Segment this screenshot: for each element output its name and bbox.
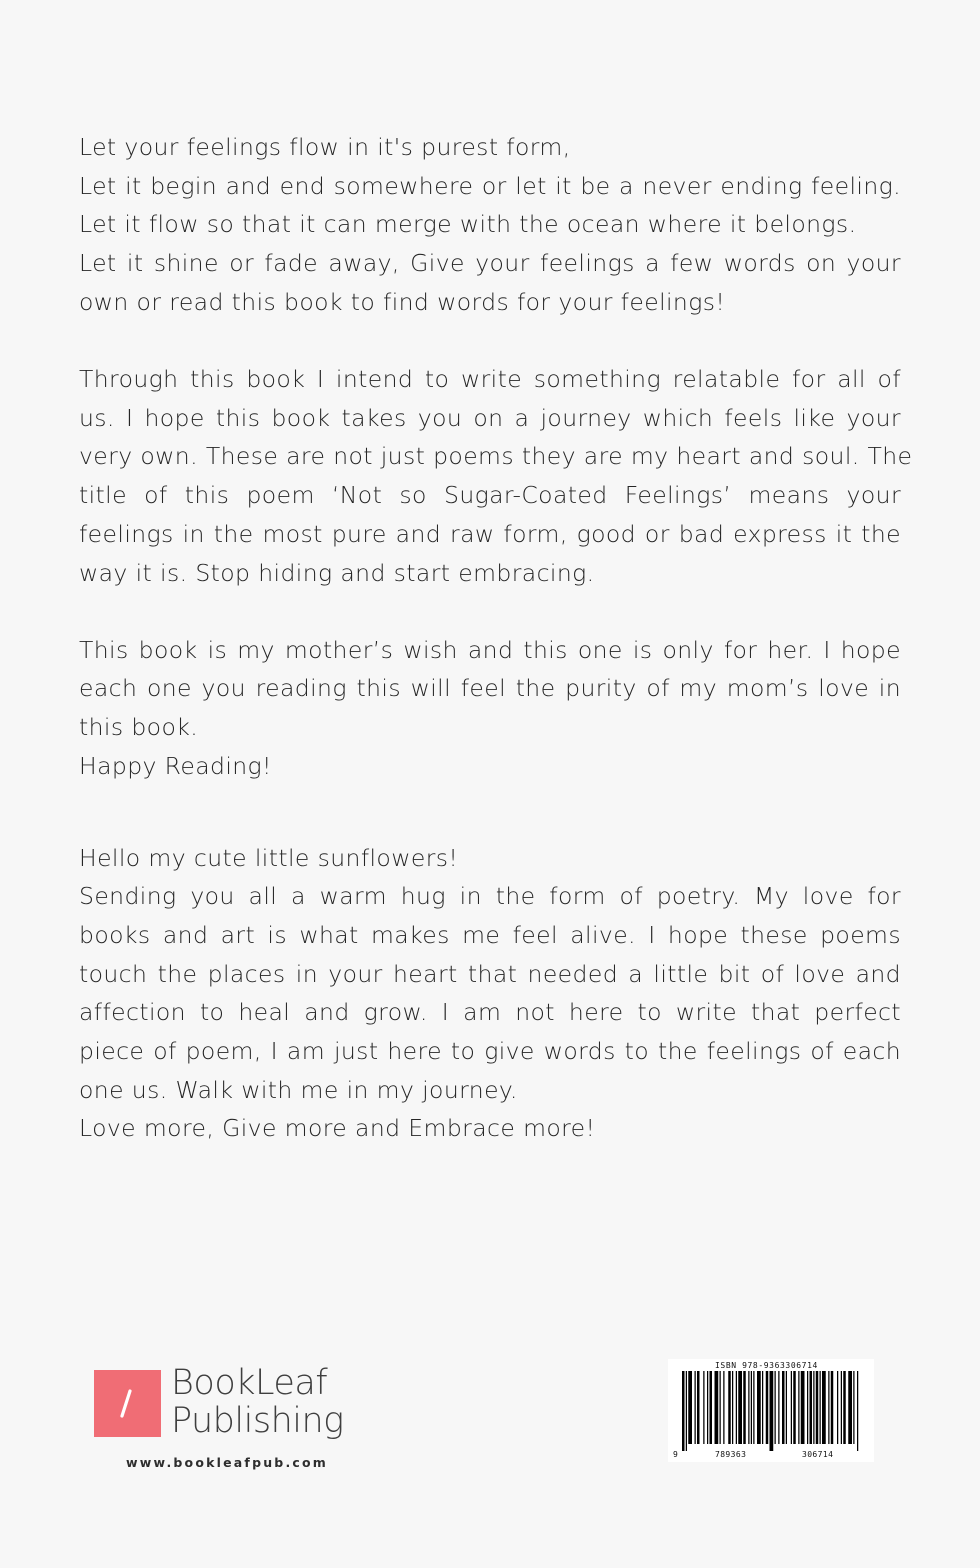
barcode-bar — [697, 1371, 700, 1444]
text-line: Sending you all a warm hug in the form of poetry. My love for — [79, 882, 901, 911]
barcode-bar — [757, 1371, 761, 1444]
barcode-bar — [728, 1371, 731, 1444]
text-line: Happy Reading! — [79, 751, 272, 780]
text-line: affection to heal and grow. I am not here to write that perfect — [79, 998, 901, 1027]
barcode-bar — [686, 1371, 687, 1451]
text-line: feelings in the most pure and raw form, good or bad express it the — [79, 519, 901, 548]
barcode-bar — [748, 1371, 749, 1444]
barcode-bar — [791, 1371, 792, 1444]
barcode-digit-group1: 789363 — [715, 1450, 747, 1459]
barcode-bar — [822, 1371, 826, 1444]
publisher-website: www.bookleafpub.com — [126, 1455, 329, 1470]
barcode-bar — [695, 1371, 696, 1444]
paragraph-intro — [79, 128, 901, 322]
publisher-name-line2: Publishing — [171, 1401, 344, 1441]
barcode-bar — [848, 1371, 852, 1444]
text-line: this book. — [79, 713, 199, 742]
barcode-bar — [710, 1371, 713, 1444]
text-line: Let your feelings flow in it's purest form, — [79, 133, 571, 161]
barcode-bar — [762, 1371, 763, 1444]
text-line: one us. Walk with me in my journey. — [79, 1075, 518, 1104]
barcode-bar — [753, 1371, 754, 1444]
barcode-bar — [707, 1371, 708, 1444]
text-line: Let it begin and end somewhere or let it be a never ending feeling. — [79, 171, 901, 200]
text-line: This book is my mother’s wish and this one is only for her. I hope — [79, 635, 901, 664]
barcode-bar — [810, 1371, 813, 1444]
barcode-bar — [723, 1371, 724, 1444]
text-line: Hello my cute little sunflowers! — [79, 843, 459, 872]
barcode-bar — [720, 1371, 721, 1444]
barcode-bars — [682, 1371, 862, 1451]
barcode-bar — [743, 1371, 746, 1444]
barcode-bar — [738, 1371, 742, 1444]
barcode-bar — [831, 1371, 834, 1444]
text-line: own or read this book to find words for your feelings! — [79, 287, 726, 316]
paragraph-intent — [79, 360, 913, 592]
barcode-bar — [793, 1371, 796, 1444]
barcode-bar — [782, 1371, 785, 1444]
barcode-bar — [778, 1371, 779, 1444]
barcode-digit-group2: 306714 — [802, 1450, 834, 1459]
barcode-bar — [703, 1371, 704, 1444]
text-line: very own. These are not just poems they are my heart and soul. The — [79, 442, 913, 471]
barcode-bar — [770, 1371, 774, 1451]
isbn-barcode — [668, 1359, 874, 1462]
text-line: title of this poem ‘Not so Sugar-Coated Feelings’ means your — [79, 481, 901, 510]
barcode-bar — [853, 1371, 854, 1444]
barcode-bar — [688, 1371, 692, 1444]
barcode-bar — [801, 1371, 805, 1444]
text-line: Love more, Give more and Embrace more! — [79, 1114, 596, 1143]
barcode-bar — [857, 1371, 858, 1451]
barcode-bar — [843, 1371, 846, 1444]
publisher-name — [171, 1364, 344, 1440]
slash-mark-icon — [94, 1370, 161, 1437]
text-line: Through this book I intend to write something relatable for all of — [79, 365, 901, 394]
barcode-bar — [820, 1371, 821, 1444]
isbn-label: ISBN 978-9363306714 — [715, 1361, 818, 1370]
barcode-bar — [775, 1371, 776, 1444]
barcode-bar — [798, 1371, 799, 1444]
text-line: piece of poem, I am just here to give words to the feelings of each — [79, 1037, 901, 1066]
barcode-bar — [828, 1371, 829, 1444]
text-line: books and art is what makes me feel alive. I hope these poems — [79, 920, 901, 949]
barcode-bar — [807, 1371, 808, 1444]
barcode-bar — [813, 1371, 814, 1444]
barcode-bar — [751, 1371, 752, 1444]
text-line: Let it shine or fade away, Give your feelings a few words on your — [79, 249, 901, 278]
text-line: each one you reading this will feel the purity of my mom’s love in — [79, 674, 901, 703]
barcode-digit-lead: 9 — [673, 1450, 679, 1459]
text-line: Let it flow so that it can merge with the ocean where it belongs. — [79, 210, 857, 239]
back-cover-blurb — [79, 128, 913, 1148]
barcode-bar — [715, 1371, 719, 1444]
barcode-bar — [786, 1371, 787, 1444]
barcode-bar — [837, 1371, 838, 1444]
barcode-bar — [682, 1371, 685, 1451]
text-line: us. I hope this book takes you on a journey which feels like your — [79, 403, 901, 432]
text-line: touch the places in your heart that needed a little bit of love and — [79, 959, 901, 988]
publisher-logo — [94, 1364, 354, 1474]
barcode-bar — [841, 1371, 842, 1444]
paragraph-greeting — [79, 839, 901, 1149]
barcode-bar — [816, 1371, 819, 1444]
publisher-name-line1: BookLeaf — [171, 1363, 328, 1403]
barcode-bar — [736, 1371, 737, 1444]
text-line: way it is. Stop hiding and start embracing. — [79, 558, 595, 587]
paragraph-dedication — [79, 631, 901, 786]
barcode-bar — [766, 1371, 769, 1444]
barcode-bar — [732, 1371, 733, 1444]
